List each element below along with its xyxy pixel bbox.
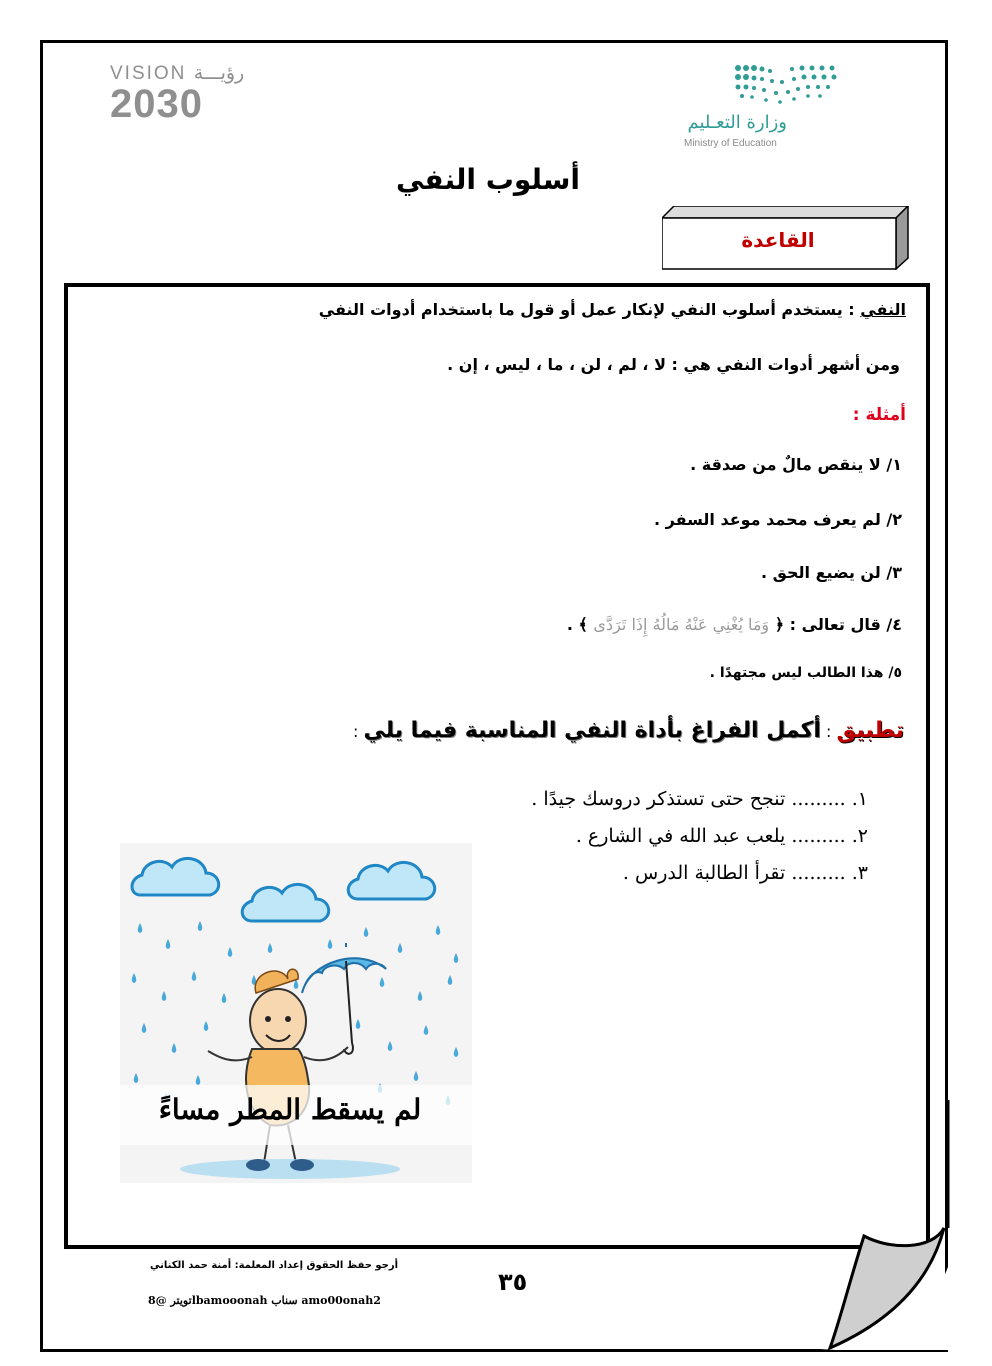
vision-logo-text: VISION رؤيـــة [110,63,245,84]
example-item: ٢/ لم يعرف محمد موعد السفر . [654,510,902,529]
illustration-caption: لم يسقط المطر مساءً [158,1093,422,1126]
application-separator: : [820,722,837,741]
exercise-item: ١. ......... تنجح حتى تستذكر دروسك جيدًا . [531,788,868,810]
ministry-name-ar: وزارة التعـليم [687,112,787,133]
example-item: ١/ لا ينقص مالٌ من صدقة . [690,455,902,474]
example4-suffix: ﴾ . [566,615,594,634]
rule-box [662,206,910,270]
example-item-quran [567,615,902,634]
example-item: ٥/ هذا الطالب ليس مجتهدًا . [709,665,902,681]
definition-term: النفي [860,300,906,319]
rule-label: القاعدة [741,228,815,252]
footer-credit: أرجو حفظ الحقوق إعداد المعلمة: أمنة حمد الكناني [150,1260,399,1271]
definition-line [319,300,906,319]
example4-prefix: ٤/ قال تعالى : ﴿ [769,615,902,634]
application-text: أكمل الفراغ بأداة النفي المناسبة فيما يلي [363,718,821,743]
page-curl-icon [820,1100,960,1350]
exercise-item: ٢. ......... يلعب عبد الله في الشارع . [575,825,868,847]
ministry-dots-icon [732,62,842,104]
exercise-item: ٣. ......... تقرأ الطالبة الدرس . [622,862,868,884]
definition-text: : يستخدم أسلوب النفي لإنكار عمل أو قول ما باستخدام أدوات النفي [318,300,861,319]
ministry-name-en: Ministry of Education [684,138,777,149]
page-title: أسلوب النفي [395,163,580,196]
examples-heading: أمثلة : [852,405,906,425]
vision-logo-year: 2030 [110,82,203,126]
application-colon: : [353,722,364,741]
footer-social: تويتر @8lbamooonah سناب amo00onah2 [148,1294,381,1307]
vision-2030-logo [110,62,270,126]
page-number: ٣٥ [498,1268,528,1296]
example-item: ٣/ لن يضيع الحق . [760,563,902,582]
application-label: تطبيق [836,718,904,743]
quran-verse: وَمَا يُغْنِي عَنْهُ مَالُهُ إِذَا تَرَدَّى [593,615,770,634]
application-heading [353,718,904,743]
tools-line: ومن أشهر أدوات النفي هي : لا ، لم ، لن ، ما ، ليس ، إن . [447,355,900,374]
ministry-logo [680,62,845,154]
